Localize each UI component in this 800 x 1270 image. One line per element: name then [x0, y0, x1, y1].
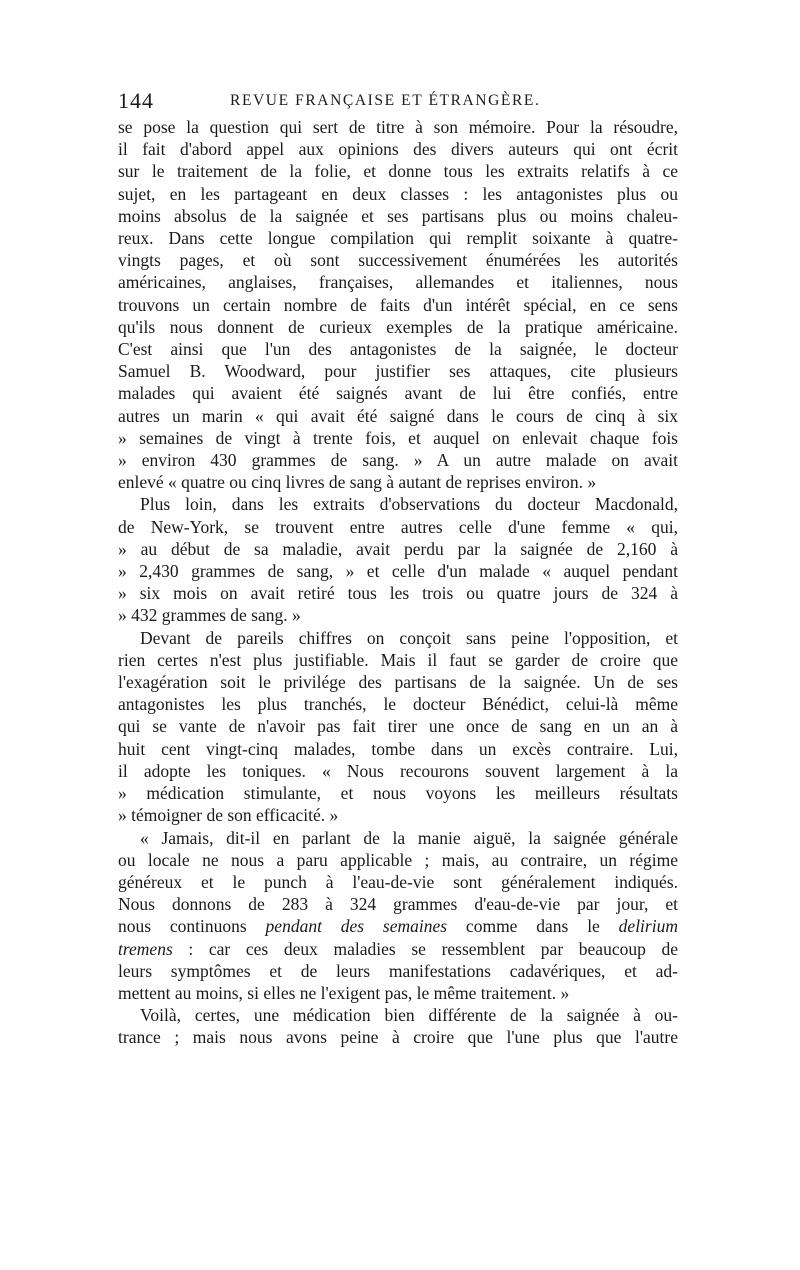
- text-line: [118, 138, 678, 160]
- italic-term: delirium: [618, 916, 678, 937]
- text-run: » semaines de vingt à trente fois, et auquel on enlevait chaque fois: [118, 427, 678, 448]
- text-line: [118, 227, 678, 249]
- text-line: [118, 205, 678, 227]
- text-run: Plus loin, dans les extraits d'observations du docteur Macdonald,: [140, 494, 678, 515]
- text-run: moins absolus de la saignée et ses partisans plus ou moins chaleu-: [118, 205, 678, 226]
- text-run: malades qui avaient été saignés avant de lui être confiés, entre: [118, 383, 678, 404]
- text-run: sujet, en les partageant en deux classes : les antagonistes plus ou: [118, 183, 678, 204]
- text-line: [118, 760, 678, 782]
- text-run: Voilà, certes, une médication bien différente de la saignée à ou-: [140, 1005, 678, 1026]
- text-line: [118, 1004, 678, 1026]
- text-run: sur le traitement de la folie, et donne tous les extraits relatifs à ce: [118, 161, 678, 182]
- text-line: [118, 671, 678, 693]
- text-run: il adopte les toniques. « Nous recourons souvent largement à la: [118, 760, 678, 781]
- text-run: « Jamais, dit-il en parlant de la manie aiguë, la saignée générale: [140, 827, 678, 848]
- text-run: de New-York, se trouvent entre autres celle d'une femme « qui,: [118, 516, 678, 537]
- text-line: [118, 471, 678, 493]
- text-line: [118, 294, 678, 316]
- text-line: [118, 915, 678, 937]
- text-run: » au début de sa maladie, avait perdu par la saignée de 2,160 à: [118, 538, 678, 559]
- text-run: il fait d'abord appel aux opinions des divers auteurs qui ont écrit: [118, 139, 678, 160]
- text-line: [118, 715, 678, 737]
- text-run: huit cent vingt-cinq malades, tombe dans un excès contraire. Lui,: [118, 738, 678, 759]
- text-line: [118, 627, 678, 649]
- text-line: [118, 849, 678, 871]
- text-line: [118, 938, 678, 960]
- text-line: [118, 649, 678, 671]
- text-line: [118, 871, 678, 893]
- text-line: [118, 827, 678, 849]
- text-line: [118, 738, 678, 760]
- text-line: [118, 982, 678, 1004]
- text-line: [118, 183, 678, 205]
- text-run: C'est ainsi que l'un des antagonistes de la saignée, le docteur: [118, 339, 678, 360]
- text-run: enlevé « quatre ou cinq livres de sang à autant de reprises environ. »: [118, 472, 597, 493]
- text-line: [118, 116, 678, 138]
- text-run: antagonistes les plus tranchés, le docteur Bénédict, celui-là même: [118, 694, 678, 715]
- book-page: [118, 86, 678, 1049]
- text-run: reux. Dans cette longue compilation qui remplit soixante à quatre-: [118, 228, 678, 249]
- text-line: [118, 271, 678, 293]
- text-run: mettent au moins, si elles ne l'exigent pas, le même traitement. »: [118, 982, 570, 1003]
- page-header: [118, 86, 678, 116]
- text-run: » 432 grammes de sang. »: [118, 605, 301, 626]
- text-run: comme dans le: [447, 916, 619, 937]
- text-line: [118, 804, 678, 826]
- text-line: [118, 604, 678, 626]
- text-line: [118, 427, 678, 449]
- text-line: [118, 382, 678, 404]
- text-run: leurs symptômes et de leurs manifestations cadavériques, et ad-: [118, 960, 678, 981]
- text-run: nous continuons: [118, 916, 266, 937]
- text-run: Samuel B. Woodward, pour justifier ses attaques, cite plusieurs: [118, 361, 678, 382]
- text-line: [118, 782, 678, 804]
- text-run: ou locale ne nous a paru applicable ; mais, au contraire, un régime: [118, 849, 678, 870]
- body-text: [118, 116, 678, 1049]
- text-line: [118, 893, 678, 915]
- text-run: autres un marin « qui avait été saigné dans le cours de cinq à six: [118, 405, 678, 426]
- text-run: rien certes n'est plus justifiable. Mais il faut se garder de croire que: [118, 649, 678, 670]
- text-line: [118, 338, 678, 360]
- text-run: l'exagération soit le privilége des partisans de la saignée. Un de ses: [118, 672, 678, 693]
- text-line: [118, 160, 678, 182]
- text-run: » six mois on avait retiré tous les trois ou quatre jours de 324 à: [118, 583, 678, 604]
- text-line: [118, 249, 678, 271]
- text-line: [118, 449, 678, 471]
- italic-term: pendant des semaines: [265, 916, 448, 937]
- text-line: [118, 405, 678, 427]
- text-line: [118, 360, 678, 382]
- text-run: » 2,430 grammes de sang, » et celle d'un malade « auquel pendant: [118, 561, 678, 582]
- text-line: [118, 316, 678, 338]
- text-run: américaines, anglaises, françaises, allemandes et italiennes, nous: [118, 272, 678, 293]
- text-run: » témoigner de son efficacité. »: [118, 805, 339, 826]
- text-line: [118, 560, 678, 582]
- text-run: Nous donnons de 283 à 324 grammes d'eau-de-vie par jour, et: [118, 894, 678, 915]
- text-line: [118, 493, 678, 515]
- text-run: se pose la question qui sert de titre à son mémoire. Pour la résoudre,: [118, 117, 678, 137]
- text-run: généreux et le punch à l'eau-de-vie sont généralement indiqués.: [118, 871, 678, 892]
- text-line: [118, 960, 678, 982]
- text-run: qu'ils nous donnent de curieux exemples de la pratique américaine.: [118, 316, 678, 337]
- running-head: REVUE FRANÇAISE ET ÉTRANGÈRE.: [230, 92, 541, 109]
- text-run: trouvons un certain nombre de faits d'un intérêt spécial, en ce sens: [118, 294, 678, 315]
- text-run: » médication stimulante, et nous voyons les meilleurs résultats: [118, 783, 678, 804]
- text-run: Devant de pareils chiffres on conçoit sans peine l'opposition, et: [140, 627, 678, 648]
- text-line: [118, 582, 678, 604]
- text-run: trance ; mais nous avons peine à croire que l'une plus que l'autre: [118, 1027, 678, 1048]
- text-run: vingts pages, et où sont successivement énumérées les autorités: [118, 250, 678, 271]
- text-run: » environ 430 grammes de sang. » A un autre malade on avait: [118, 450, 678, 471]
- italic-term: tremens: [118, 938, 173, 959]
- text-line: [118, 1026, 678, 1048]
- text-run: : car ces deux maladies se ressemblent par beaucoup de: [172, 938, 678, 959]
- text-line: [118, 516, 678, 538]
- text-line: [118, 538, 678, 560]
- page-number: 144: [118, 88, 154, 113]
- text-run: qui se vante de n'avoir pas fait tirer une once de sang en un an à: [118, 716, 678, 737]
- text-line: [118, 693, 678, 715]
